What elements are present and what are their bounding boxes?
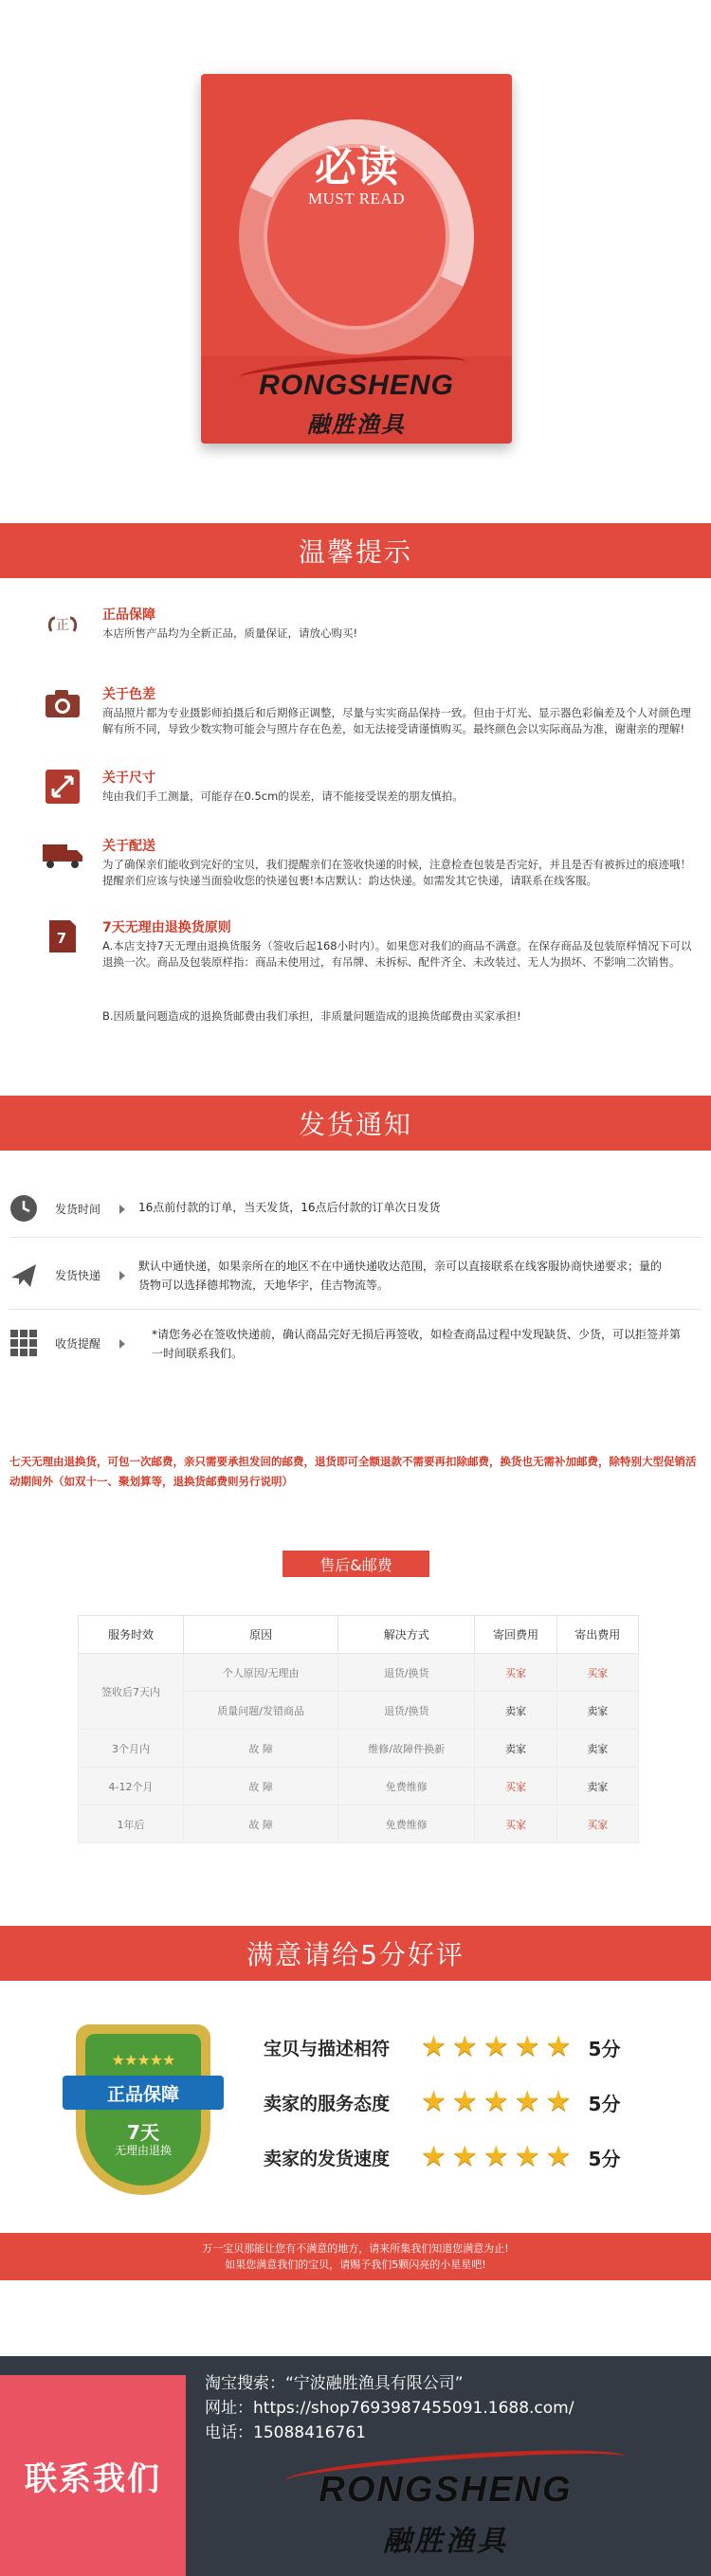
tip-text: 为了确保亲们能收到完好的宝贝，我们提醒亲们在签收快递的时候，注意检查包装是否完好，并且是否有被拆过的痕迹哦！提醒亲们应该与快递当面验收您的快递包裹!本店默认：韵达快递。如需发其它快递，请联系在线客服。 <box>102 858 691 887</box>
cell-solution: 退货/换货 <box>338 1692 475 1730</box>
cell-return-fee: 卖家 <box>475 1730 556 1768</box>
tip-genuine <box>42 605 696 652</box>
seven-day-icon <box>42 917 83 955</box>
tip-title: 关于色差 <box>102 687 155 702</box>
arrow-right-icon <box>119 1339 125 1349</box>
table-header-row <box>79 1616 639 1654</box>
tip-title: 关于配送 <box>102 839 155 854</box>
header-period: 服务时效 <box>79 1616 184 1654</box>
table-row <box>79 1654 639 1692</box>
rating-score: 5分 <box>588 2037 621 2060</box>
rating-row-service <box>264 2085 643 2119</box>
resize-icon <box>42 768 83 806</box>
rating-label: 宝贝与描述相符 <box>264 2038 391 2059</box>
cell-reason: 个人原因/无理由 <box>183 1654 337 1692</box>
brand-logo-cn: 融胜渔具 <box>383 2526 508 2557</box>
badge-subtitle: 无理由退换 <box>114 2144 172 2157</box>
tip-text: 商品照片都为专业摄影师拍摄后和后期修正调整，尽量与实实商品保持一致。但由于灯光、显示器色彩偏差及个人对颜色理解有所不同，导致少数实物可能会与照片存在色差，如无法接受请谨慎购买。最终颜色会以实际商品为准，谢谢亲的理解! <box>102 706 691 735</box>
tip-text-b: B.因质量问题造成的退换货邮费由我们承担，非质量问题造成的退换货邮费由买家承担! <box>102 1009 521 1023</box>
cell-solution: 维修/故障件换新 <box>338 1730 475 1768</box>
thanks-line: 万一宝贝那能让您有不满意的地方，请来所集我们知道您满意为止! <box>202 2242 509 2255</box>
cell-period: 1年后 <box>79 1805 184 1843</box>
tip-text: 纯由我们手工测量，可能存在0.5cm的误差，请不能接受误差的朋友慎拍。 <box>102 789 464 803</box>
must-read-title-cn: 必读 <box>315 143 398 191</box>
clock-icon <box>9 1194 38 1223</box>
brand-logo-en: RONGSHENG <box>259 370 454 401</box>
table-row <box>79 1730 639 1768</box>
camera-icon <box>42 684 83 722</box>
tip-text: A.本店支持7天无理由退换货服务（签收后起168小时内）。如果您对我们的商品不满意。在保存商品及包装原样情况下可以退换一次。商品及包装原样指：商品未使用过，有吊牌、未拆标、配件齐全、未改装过、无人为损坏、不影响二次销售。 <box>102 939 692 969</box>
rating-row-shipping-speed <box>264 2140 643 2174</box>
star-icon: ★ <box>421 2140 447 2173</box>
ship-row-time <box>9 1188 702 1238</box>
tips-header-title: 温馨提示 <box>298 536 412 568</box>
ship-row-receipt <box>9 1319 702 1378</box>
after-sale-title: 售后&邮费 <box>283 1551 429 1577</box>
cell-reason: 故 障 <box>183 1730 337 1768</box>
cell-solution: 退货/换货 <box>338 1654 475 1692</box>
shield-icon <box>76 2024 210 2195</box>
tip-color <box>42 684 696 751</box>
star-icon: ★ <box>483 2085 509 2118</box>
contact-us-label: 联系我们 <box>0 2375 186 2576</box>
rating-score: 5分 <box>588 2092 621 2115</box>
star-icon: ★ <box>545 2140 572 2173</box>
star-icon: ★ <box>483 2030 509 2063</box>
star-icon: ★ <box>451 2030 478 2063</box>
rating-label: 卖家的服务态度 <box>264 2093 391 2114</box>
rating-row-description <box>264 2030 643 2064</box>
star-icon: ★ <box>545 2030 572 2063</box>
review-header-title: 满意请给5分好评 <box>246 1939 465 1970</box>
shipping-header-title: 发货通知 <box>298 1109 412 1140</box>
header-reason: 原因 <box>183 1616 337 1654</box>
ship-label: 发货快递 <box>55 1269 101 1282</box>
cell-send-fee: 买家 <box>556 1805 638 1843</box>
after-sale-table <box>78 1615 639 1843</box>
tip-text: 本店所售产品均为全新正品，质量保证，请放心购买! <box>102 626 358 640</box>
ship-label: 收货提醒 <box>55 1337 101 1351</box>
star-icon: ★ <box>483 2140 509 2173</box>
tip-delivery <box>42 836 696 912</box>
ship-text: 16点前付款的订单，当天发货，16点后付款的订单次日发货 <box>138 1201 441 1214</box>
cell-period: 4-12个月 <box>79 1768 184 1805</box>
cell-reason: 故 障 <box>183 1805 337 1843</box>
rating-score: 5分 <box>588 2147 621 2170</box>
taobao-search-line: 淘宝搜索：“宁波融胜渔具有限公司” <box>205 2374 464 2393</box>
header-send-fee: 寄出费用 <box>556 1616 638 1654</box>
review-header <box>0 1926 711 1981</box>
contact-footer <box>0 2356 711 2576</box>
cell-send-fee: 买家 <box>556 1654 638 1692</box>
header-return-fee: 寄回费用 <box>475 1616 556 1654</box>
star-icon: ★ <box>514 2140 540 2173</box>
cell-return-fee: 买家 <box>475 1768 556 1805</box>
tips-header <box>0 523 711 578</box>
cell-return-fee: 卖家 <box>475 1692 556 1730</box>
thanks-line: 如果您满意我们的宝贝，请赐予我们5颗闪亮的小星星吧! <box>225 2259 486 2271</box>
ship-row-courier <box>9 1251 702 1310</box>
cell-return-fee: 买家 <box>475 1805 556 1843</box>
arrow-right-icon <box>119 1205 125 1214</box>
rating-stars <box>421 2140 572 2173</box>
must-read-title-en: MUST READ <box>308 190 405 208</box>
star-icon: ★ <box>514 2085 540 2118</box>
cell-send-fee: 卖家 <box>556 1692 638 1730</box>
rating-stars <box>421 2085 572 2118</box>
cell-return-fee: 买家 <box>475 1654 556 1692</box>
brand-logo-cn: 融胜渔具 <box>307 412 406 438</box>
badge-title: 正品保障 <box>63 2076 224 2110</box>
shop-url-line[interactable]: 网址：https://shop7693987455091.1688.com/ <box>205 2399 574 2418</box>
tip-size <box>42 768 696 815</box>
ship-text: *请您务必在签收快递前，确认商品完好无损后再签收，如检查商品过程中发现缺货、少货，可以拒签并第一时间联系我们。 <box>152 1328 682 1360</box>
rating-stars <box>421 2030 572 2063</box>
brand-logo-en: RONGSHENG <box>319 2470 573 2510</box>
star-icon: ★ <box>451 2085 478 2118</box>
genuine-guarantee-badge <box>63 2013 224 2203</box>
star-icon: ★ <box>421 2030 447 2063</box>
rating-label: 卖家的发货速度 <box>264 2148 391 2169</box>
table-row <box>79 1805 639 1843</box>
badge-days: 7天 <box>127 2121 159 2144</box>
handshake-icon <box>42 605 83 643</box>
cell-period: 签收后7天内 <box>79 1654 184 1730</box>
return-shipping-note: 七天无理由退换货，可包一次邮费，亲只需要承担发回的邮费，退货即可全额退款不需要再扣除邮费，换货也无需补加邮费，除特别大型促销活动期间外（如双十一、聚划算等，退换货邮费则另行说明） <box>9 1455 697 1488</box>
cell-send-fee: 卖家 <box>556 1730 638 1768</box>
cell-solution: 免费维修 <box>338 1805 475 1843</box>
ship-label: 发货时间 <box>55 1203 101 1216</box>
tip-return-policy <box>42 917 696 1031</box>
badge-stars-icon: ★★★★★ <box>111 2051 175 2069</box>
cell-reason: 质量问题/发错商品 <box>183 1692 337 1730</box>
ship-text: 默认中通快递，如果亲所在的地区不在中通快递收达范围，亲可以直接联系在线客服协商快递要求；量的货物可以选择德邦物流，天地华宇，佳吉物流等。 <box>138 1260 663 1292</box>
star-icon: ★ <box>514 2030 540 2063</box>
star-icon: ★ <box>421 2085 447 2118</box>
svg-text:7: 7 <box>56 930 67 947</box>
tip-title: 关于尺寸 <box>102 771 155 786</box>
cell-solution: 免费维修 <box>338 1768 475 1805</box>
tip-title: 7天无理由退换货原则 <box>102 920 231 935</box>
header-solution: 解决方式 <box>338 1616 475 1654</box>
airplane-icon <box>9 1261 38 1289</box>
grid-icon <box>9 1329 38 1357</box>
thanks-banner <box>0 2233 711 2280</box>
tip-title: 正品保障 <box>102 608 155 623</box>
cell-reason: 故 障 <box>183 1768 337 1805</box>
arrow-right-icon <box>119 1271 125 1280</box>
cell-send-fee: 卖家 <box>556 1768 638 1805</box>
cell-period: 3个月内 <box>79 1730 184 1768</box>
star-icon: ★ <box>545 2085 572 2118</box>
star-icon: ★ <box>451 2140 478 2173</box>
phone-line: 电话：15088416761 <box>205 2423 366 2442</box>
table-row <box>79 1768 639 1805</box>
shipping-header <box>0 1096 711 1151</box>
must-read-card <box>201 74 512 444</box>
svg-text:正: 正 <box>56 618 69 633</box>
truck-icon <box>42 836 83 874</box>
